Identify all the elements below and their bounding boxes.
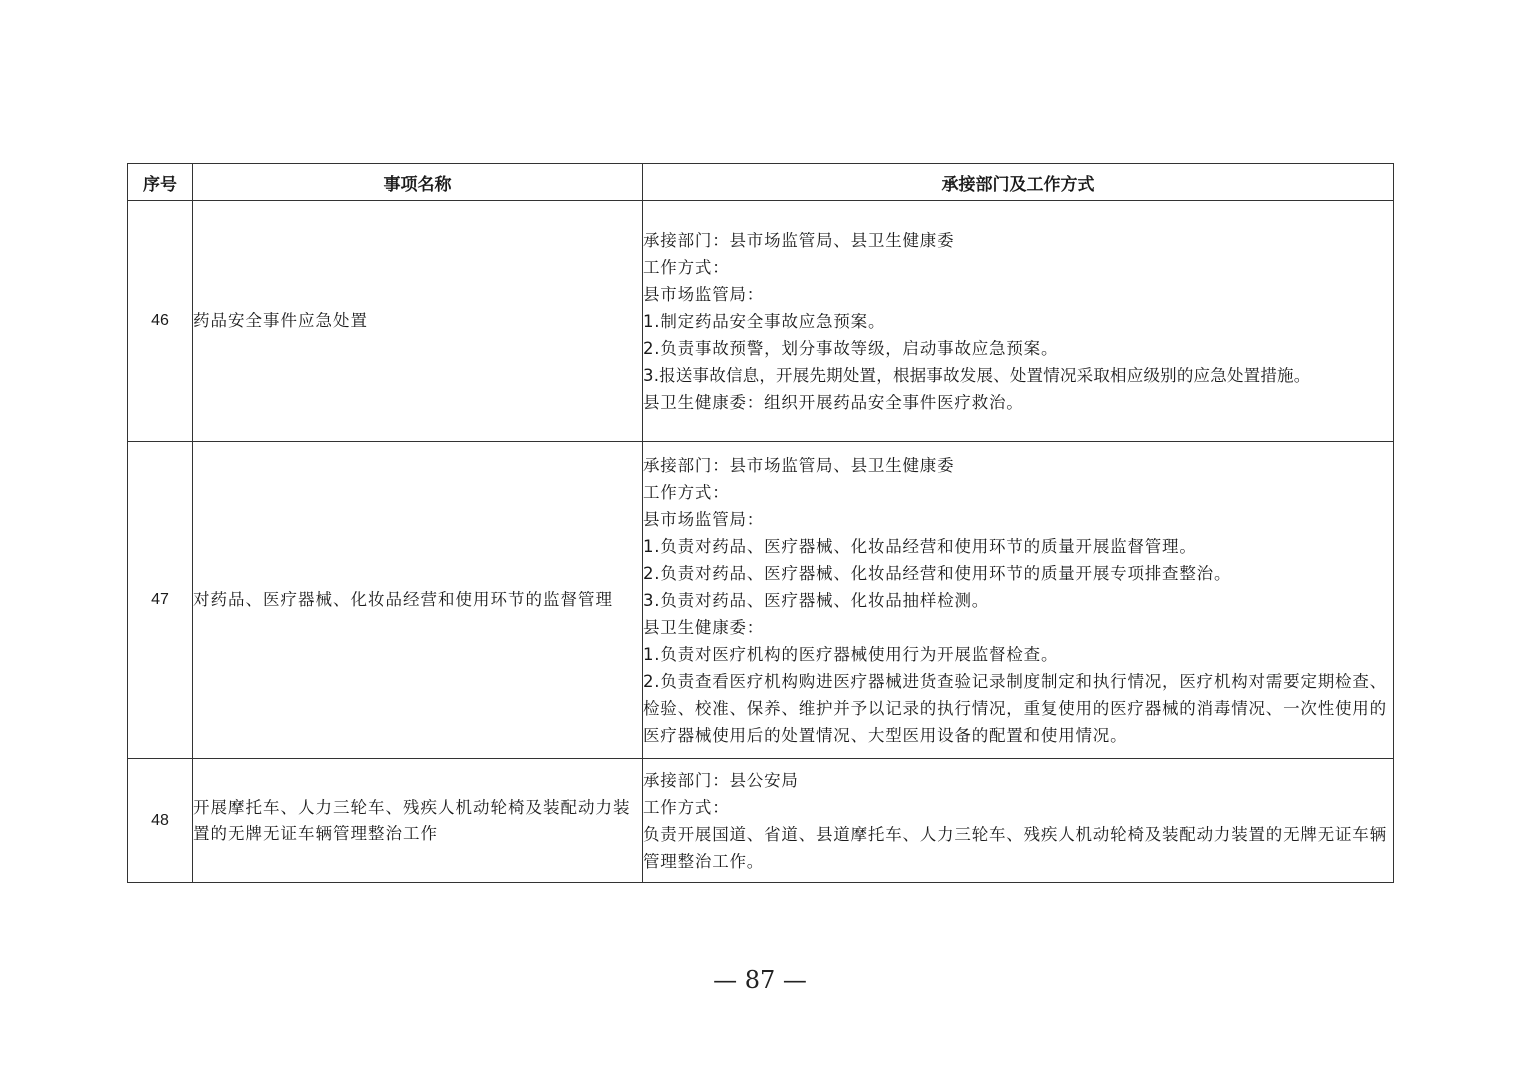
row-detail [643,759,1394,883]
detail-line: 承接部门：县市场监管局、县卫生健康委 [643,455,955,475]
detail-line: 2.负责查看医疗机构购进医疗器械进货查验记录制度制定和执行情况，医疗机构对需要定期检查、检验、校准、保养、维护并予以记录的执行情况，重复使用的医疗器械的消毒情况、一次性使用的医疗器械使用后的处置情况、大型医用设备的配置和使用情况。 [643,671,1387,745]
detail-line: 3.报送事故信息，开展先期处置，根据事故发展、处置情况采取相应级别的应急处置措施。 [643,365,1311,385]
row-seq: 47 [128,442,193,759]
detail-line: 2.负责事故预警，划分事故等级，启动事故应急预案。 [643,338,1059,358]
detail-line: 工作方式： [643,797,730,817]
row-seq: 46 [128,201,193,442]
row-detail [643,201,1394,442]
detail-line: 承接部门：县市场监管局、县卫生健康委 [643,230,955,250]
table-row [128,201,1394,442]
row-seq: 48 [128,759,193,883]
detail-line: 工作方式： [643,482,730,502]
row-item-name: 开展摩托车、人力三轮车、残疾人机动轮椅及装配动力装置的无牌无证车辆管理整治工作 [193,759,643,883]
table-row [128,759,1394,883]
header-department-method: 承接部门及工作方式 [643,164,1394,201]
page-number: — 87 — [713,966,807,994]
detail-line: 1.负责对医疗机构的医疗器械使用行为开展监督检查。 [643,644,1059,664]
detail-line: 县卫生健康委：组织开展药品安全事件医疗救治。 [643,392,1024,412]
header-seq: 序号 [128,164,193,201]
row-item-name: 药品安全事件应急处置 [193,201,643,442]
detail-line: 承接部门：县公安局 [643,770,799,790]
document-table [127,163,1394,883]
row-detail [643,442,1394,759]
row-item-name: 对药品、医疗器械、化妆品经营和使用环节的监督管理 [193,442,643,759]
detail-line: 县市场监管局： [643,284,765,304]
detail-line: 1.负责对药品、医疗器械、化妆品经营和使用环节的质量开展监督管理。 [643,536,1197,556]
detail-line: 县市场监管局： [643,509,765,529]
table-row [128,442,1394,759]
detail-line: 县卫生健康委： [643,617,765,637]
detail-line: 负责开展国道、省道、县道摩托车、人力三轮车、残疾人机动轮椅及装配动力装置的无牌无证车辆管理整治工作。 [643,824,1387,871]
header-item-name: 事项名称 [193,164,643,201]
detail-line: 工作方式： [643,257,730,277]
detail-line: 3.负责对药品、医疗器械、化妆品抽样检测。 [643,590,990,610]
detail-line: 1.制定药品安全事故应急预案。 [643,311,886,331]
table-header-row [128,164,1394,201]
detail-line: 2.负责对药品、医疗器械、化妆品经营和使用环节的质量开展专项排查整治。 [643,563,1232,583]
